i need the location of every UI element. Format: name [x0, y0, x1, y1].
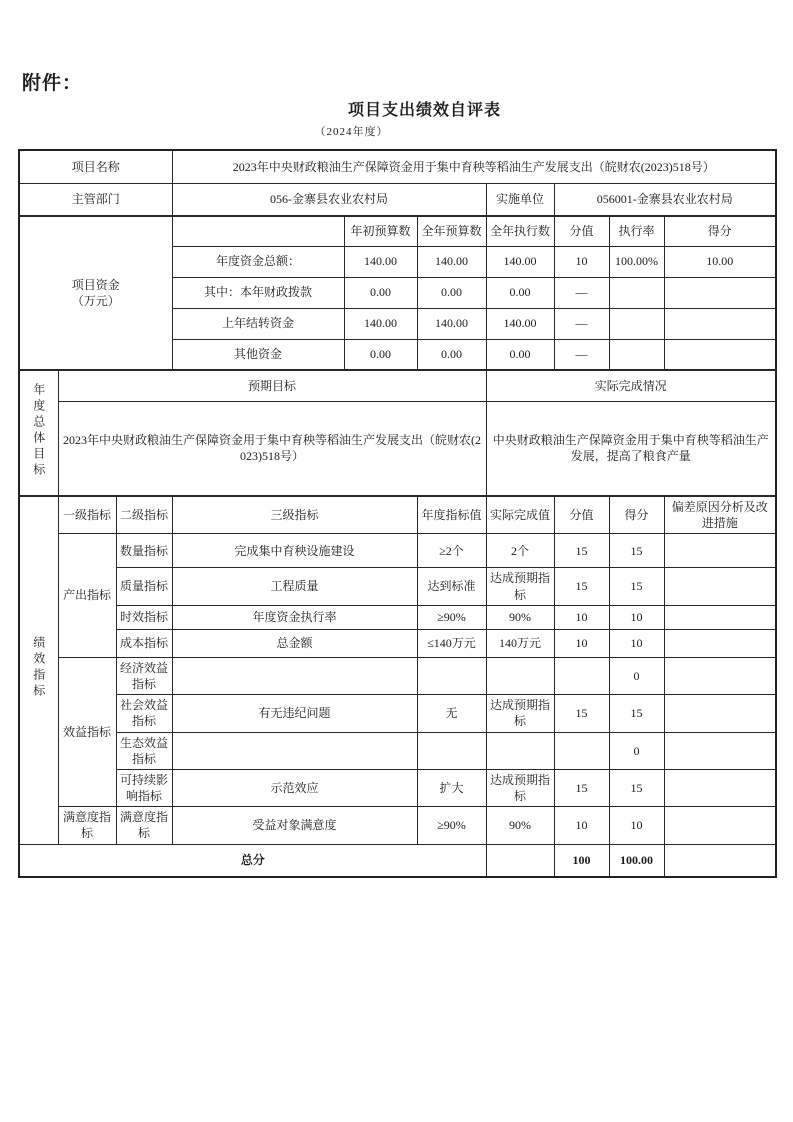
- target-value-cell: ≥2个: [417, 534, 486, 568]
- funds-row-label-cell: 上年结转资金: [172, 308, 344, 339]
- level2-indicator-cell: 社会效益指标: [116, 695, 172, 732]
- project-name-row: [19, 150, 776, 183]
- target-value-cell: 扩大: [417, 769, 486, 806]
- funds-initial-budget-cell: 140.00: [344, 246, 417, 277]
- indicator-row-economic: [19, 657, 776, 694]
- project-name-label-cell: 项目名称: [19, 150, 172, 183]
- expected-goal-cell: 2023年中央财政粮油生产保障资金用于集中育秧等稻油生产发展支出（皖财农(2023)518号）: [58, 401, 486, 496]
- deviation-cell: [664, 568, 776, 605]
- funds-initial-budget-cell: 0.00: [344, 339, 417, 370]
- funds-annual-budget-cell: 140.00: [417, 246, 486, 277]
- score-cell: 0: [609, 732, 664, 769]
- funds-initial-budget-cell: 140.00: [344, 308, 417, 339]
- total-deviation-cell: [664, 844, 776, 877]
- level3-indicator-cell: 工程质量: [172, 568, 417, 605]
- deviation-cell: [664, 732, 776, 769]
- level3-indicator-cell: 年度资金执行率: [172, 605, 417, 629]
- attachment-label: 附件：: [22, 73, 83, 94]
- target-value-cell: 达到标准: [417, 568, 486, 605]
- actual-value-cell: 90%: [486, 605, 554, 629]
- level3-indicator-cell: [172, 657, 417, 694]
- unit-value-cell: 056001-金寨县农业农村局: [554, 183, 776, 216]
- actual-value-cell: [486, 657, 554, 694]
- department-label-cell: 主管部门: [19, 183, 172, 216]
- actual-value-cell: 90%: [486, 807, 554, 844]
- funds-annual-budget-cell: 0.00: [417, 339, 486, 370]
- funds-annual-budget-cell: 0.00: [417, 277, 486, 308]
- level2-indicator-cell: 数量指标: [116, 534, 172, 568]
- funds-score-cell: [664, 308, 776, 339]
- indicator-col-header-level1: 一级指标: [58, 496, 116, 534]
- actual-value-cell: 140万元: [486, 629, 554, 657]
- points-cell: 15: [554, 769, 609, 806]
- level2-indicator-cell: 经济效益指标: [116, 657, 172, 694]
- deviation-cell: [664, 657, 776, 694]
- score-cell: 15: [609, 534, 664, 568]
- level3-indicator-cell: 有无违纪问题: [172, 695, 417, 732]
- deviation-cell: [664, 807, 776, 844]
- funds-row-label-cell: 其中：本年财政拨款: [172, 277, 344, 308]
- funds-points-cell: —: [554, 339, 609, 370]
- total-score-cell: 100.00: [609, 844, 664, 877]
- indicator-col-header-level2: 二级指标: [116, 496, 172, 534]
- funds-col-header-annual-budget: 全年预算数: [417, 216, 486, 246]
- level2-indicator-cell: 成本指标: [116, 629, 172, 657]
- funds-col-header-executed: 全年执行数: [486, 216, 554, 246]
- funds-points-cell: —: [554, 277, 609, 308]
- page-title: 项目支出绩效自评表: [347, 102, 501, 119]
- self-evaluation-table: [18, 149, 777, 878]
- score-cell: 10: [609, 605, 664, 629]
- total-label-cell: 总分: [19, 844, 486, 877]
- score-cell: 15: [609, 769, 664, 806]
- department-row: [19, 183, 776, 216]
- level2-indicator-cell: 满意度指标: [116, 807, 172, 844]
- score-cell: 0: [609, 657, 664, 694]
- target-value-cell: ≤140万元: [417, 629, 486, 657]
- unit-label-cell: 实施单位: [486, 183, 554, 216]
- funds-initial-budget-cell: 0.00: [344, 277, 417, 308]
- goal-section-label-cell: [19, 370, 58, 496]
- actual-value-cell: 达成预期指标: [486, 769, 554, 806]
- level3-indicator-cell: [172, 732, 417, 769]
- funds-header-row: [19, 216, 776, 246]
- points-cell: 15: [554, 534, 609, 568]
- target-value-cell: [417, 657, 486, 694]
- indicator-row-social: [19, 695, 776, 732]
- funds-score-cell: 10.00: [664, 246, 776, 277]
- funds-row-label-cell: 其他资金: [172, 339, 344, 370]
- indicator-row-timeliness: [19, 605, 776, 629]
- deviation-cell: [664, 605, 776, 629]
- goal-section-label: 年度总体目标: [31, 382, 46, 479]
- deviation-cell: [664, 629, 776, 657]
- funds-score-cell: [664, 277, 776, 308]
- level2-indicator-cell: 生态效益指标: [116, 732, 172, 769]
- page-subtitle: （2024年度）: [314, 126, 389, 138]
- total-blank-cell: [486, 844, 554, 877]
- actual-completion-header-cell: 实际完成情况: [486, 370, 776, 401]
- points-cell: 10: [554, 605, 609, 629]
- indicator-row-ecological: [19, 732, 776, 769]
- funds-executed-cell: 0.00: [486, 339, 554, 370]
- funds-col-header-score: 得分: [664, 216, 776, 246]
- level3-indicator-cell: 完成集中育秧设施建设: [172, 534, 417, 568]
- level1-indicator-cell-benefit: 效益指标: [58, 657, 116, 807]
- funds-execution-rate-cell: [609, 339, 664, 370]
- indicators-section-label-cell: [19, 496, 58, 844]
- page-subtitle-row: [0, 122, 793, 140]
- level2-indicator-cell: 可持续影响指标: [116, 769, 172, 806]
- actual-value-cell: 2个: [486, 534, 554, 568]
- funds-section-label-line1: 项目资金: [71, 277, 120, 292]
- level3-indicator-cell: 总金额: [172, 629, 417, 657]
- points-cell: 10: [554, 629, 609, 657]
- funds-col-header-execution-rate: 执行率: [609, 216, 664, 246]
- funds-row-label-cell: 年度资金总额：: [172, 246, 344, 277]
- funds-executed-cell: 0.00: [486, 277, 554, 308]
- funds-col-header-initial-budget: 年初预算数: [344, 216, 417, 246]
- score-cell: 15: [609, 568, 664, 605]
- funds-col-header-points: 分值: [554, 216, 609, 246]
- score-cell: 10: [609, 629, 664, 657]
- indicator-col-header-points: 分值: [554, 496, 609, 534]
- level3-indicator-cell: 受益对象满意度: [172, 807, 417, 844]
- target-value-cell: [417, 732, 486, 769]
- indicators-header-row: [19, 496, 776, 534]
- goal-header-row: [19, 370, 776, 401]
- funds-points-cell: —: [554, 308, 609, 339]
- indicator-col-header-actual: 实际完成值: [486, 496, 554, 534]
- level2-indicator-cell: 质量指标: [116, 568, 172, 605]
- points-cell: [554, 732, 609, 769]
- goal-content-row: [19, 401, 776, 496]
- actual-value-cell: [486, 732, 554, 769]
- indicator-row-sustainability: [19, 769, 776, 806]
- points-cell: 15: [554, 695, 609, 732]
- target-value-cell: ≥90%: [417, 605, 486, 629]
- funds-blank-header-cell: [172, 216, 344, 246]
- total-row: [19, 844, 776, 877]
- funds-section-label-line2: （万元）: [71, 294, 120, 308]
- funds-executed-cell: 140.00: [486, 308, 554, 339]
- actual-value-cell: 达成预期指标: [486, 568, 554, 605]
- indicator-row-satisfaction: [19, 807, 776, 844]
- funds-execution-rate-cell: [609, 277, 664, 308]
- indicator-col-header-target: 年度指标值: [417, 496, 486, 534]
- indicator-col-header-level3: 三级指标: [172, 496, 417, 534]
- funds-executed-cell: 140.00: [486, 246, 554, 277]
- points-cell: 15: [554, 568, 609, 605]
- score-cell: 15: [609, 695, 664, 732]
- page-title-row: [0, 97, 793, 120]
- funds-execution-rate-cell: 100.00%: [609, 246, 664, 277]
- level1-indicator-cell-satisfaction: 满意度指标: [58, 807, 116, 844]
- points-cell: [554, 657, 609, 694]
- score-cell: 10: [609, 807, 664, 844]
- indicator-row-quality: [19, 568, 776, 605]
- actual-completion-cell: 中央财政粮油生产保障资金用于集中育秧等稻油生产发展，提高了粮食产量: [486, 401, 776, 496]
- funds-execution-rate-cell: [609, 308, 664, 339]
- indicator-row-quantity: [19, 534, 776, 568]
- department-value-cell: 056-金寨县农业农村局: [172, 183, 486, 216]
- expected-goal-header-cell: 预期目标: [58, 370, 486, 401]
- deviation-cell: [664, 769, 776, 806]
- funds-annual-budget-cell: 140.00: [417, 308, 486, 339]
- funds-points-cell: 10: [554, 246, 609, 277]
- level2-indicator-cell: 时效指标: [116, 605, 172, 629]
- indicator-col-header-score: 得分: [609, 496, 664, 534]
- funds-score-cell: [664, 339, 776, 370]
- indicators-section-label: 绩效指标: [31, 636, 46, 701]
- project-name-value-cell: 2023年中央财政粮油生产保障资金用于集中育秧等稻油生产发展支出（皖财农(2023)518号）: [172, 150, 776, 183]
- actual-value-cell: 达成预期指标: [486, 695, 554, 732]
- funds-section-label-cell: [19, 216, 172, 370]
- total-points-cell: 100: [554, 844, 609, 877]
- deviation-cell: [664, 695, 776, 732]
- target-value-cell: ≥90%: [417, 807, 486, 844]
- indicator-row-cost: [19, 629, 776, 657]
- indicator-col-header-deviation: 偏差原因分析及改进措施: [664, 496, 776, 534]
- target-value-cell: 无: [417, 695, 486, 732]
- points-cell: 10: [554, 807, 609, 844]
- level1-indicator-cell-output: 产出指标: [58, 534, 116, 657]
- level3-indicator-cell: 示范效应: [172, 769, 417, 806]
- deviation-cell: [664, 534, 776, 568]
